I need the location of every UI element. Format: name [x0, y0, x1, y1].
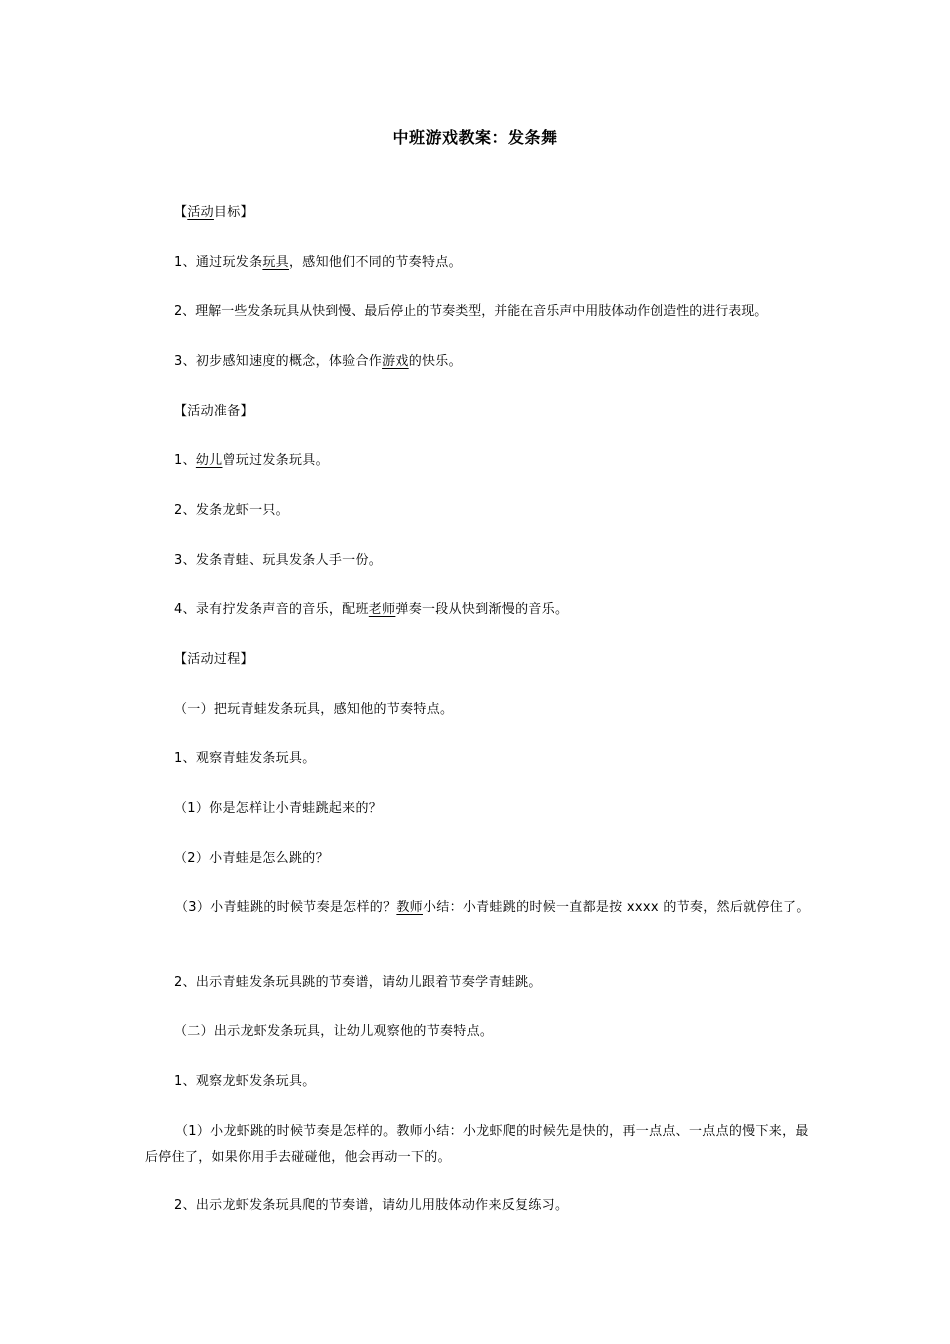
- prep-4-text-after: 弹奏一段从快到渐慢的音乐。: [395, 602, 569, 617]
- process-heading: 【活动过程】: [174, 652, 254, 667]
- goal-1-text-after: ，感知他们不同的节奏特点。: [288, 255, 462, 270]
- step-2-1: 1、观察龙虾发条玩具。: [174, 1074, 316, 1089]
- prep-item-2: 2、发条龙虾一只。: [174, 503, 289, 518]
- question-1: （1）你是怎样让小青蛙跳起来的？: [174, 801, 383, 816]
- prep-4-text-before: 4、录有拧发条声音的音乐，配班: [174, 602, 369, 617]
- goal-item-3: [174, 352, 462, 372]
- q-3-text-before: （3）小青蛙跳的时候节奏是怎样的？: [175, 900, 397, 915]
- game-link[interactable]: 游戏: [382, 354, 409, 369]
- q-3-text-after: 小结：小青蛙跳的时候一直都是按 xxxx 的节奏，然后就停住了。: [422, 900, 810, 915]
- question-3-paragraph: [145, 895, 810, 921]
- goals-heading: [174, 203, 254, 223]
- prep-item-3: 3、发条青蛙、玩具发条人手一份。: [174, 553, 383, 568]
- preparation-heading: 【活动准备】: [174, 404, 254, 419]
- part-2-heading: （二）出示龙虾发条玩具，让幼儿观察他的节奏特点。: [174, 1024, 494, 1039]
- goal-3-text-before: 3、初步感知速度的概念，体验合作: [174, 354, 383, 369]
- goal-1-text-before: 1、通过玩发条: [174, 255, 263, 270]
- activity-link[interactable]: 活动: [187, 205, 214, 220]
- goals-heading-rest: 目标】: [213, 205, 254, 220]
- child-link[interactable]: 幼儿: [195, 453, 223, 468]
- step-1-2: 2、出示青蛙发条玩具跳的节奏谱，请幼儿跟着节奏学青蛙跳。: [174, 975, 542, 990]
- educator-link[interactable]: 教师: [396, 900, 423, 915]
- prep-1-text-before: 1、: [174, 453, 196, 468]
- prep-item-1: [174, 451, 329, 471]
- step-1-1: 1、观察青蛙发条玩具。: [174, 751, 316, 766]
- toy-link[interactable]: 玩具: [262, 255, 289, 270]
- goals-heading-open: 【: [174, 205, 188, 220]
- teacher-link[interactable]: 老师: [368, 602, 396, 617]
- prep-1-text-after: 曾玩过发条玩具。: [222, 453, 329, 468]
- document-title: 中班游戏教案：发条舞: [392, 128, 558, 147]
- goal-item-1: [174, 253, 462, 273]
- part-1-heading: （一）把玩青蛙发条玩具，感知他的节奏特点。: [174, 702, 454, 717]
- step-2-2: 2、出示龙虾发条玩具爬的节奏谱，请幼儿用肢体动作来反复练习。: [174, 1198, 569, 1213]
- question-4-paragraph: （1）小龙虾跳的时候节奏是怎样的。教师小结：小龙虾爬的时候先是快的，再一点点、一点点的慢下来，最后停住了，如果你用手去碰碰他，他会再动一下的。: [145, 1124, 809, 1165]
- prep-item-4: [174, 600, 568, 620]
- goal-item-2: 2、理解一些发条玩具从快到慢、最后停止的节奏类型，并能在音乐声中用肢体动作创造性的进行表现。: [174, 304, 768, 319]
- goal-3-text-after: 的快乐。: [408, 354, 462, 369]
- question-2: （2）小青蛙是怎么跳的？: [174, 851, 329, 866]
